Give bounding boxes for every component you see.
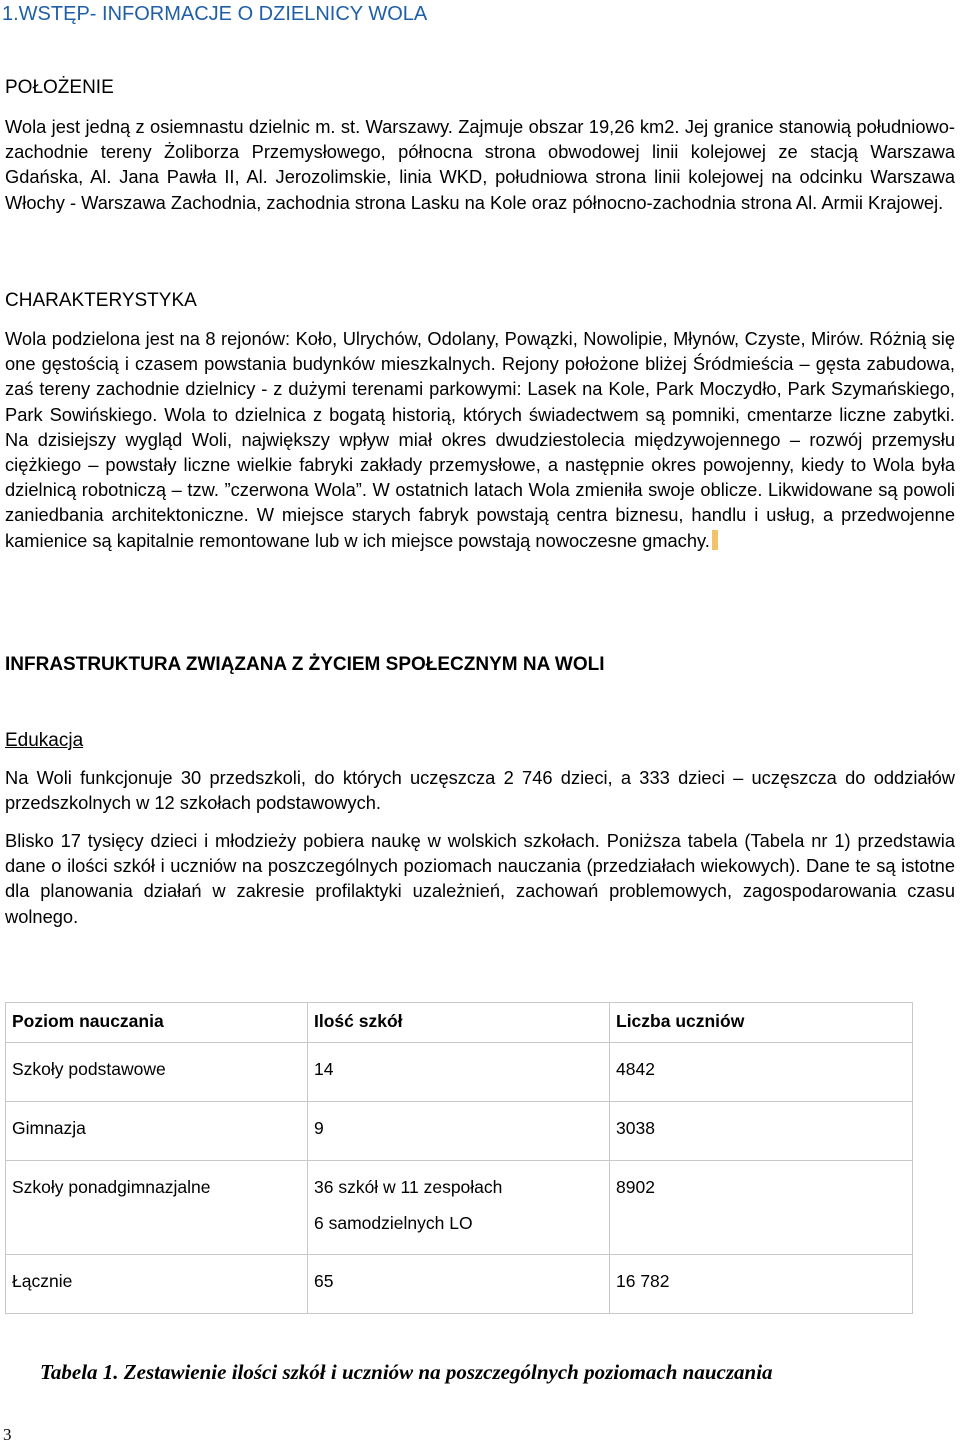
table-cell-schools: 9: [308, 1102, 610, 1161]
paragraph-edukacja-1: Na Woli funkcjonuje 30 przedszkoli, do których uczęszcza 2 746 dzieci, a 333 dzieci – uczęszcza do oddziałów przedszkolnych w 12 szkołach podstawowych.: [5, 767, 955, 814]
section-title-polozenie: POŁOŻENIE: [5, 77, 114, 98]
table-cell-level: Szkoły ponadgimnazjalne: [6, 1161, 308, 1255]
table-cell-level: Łącznie: [6, 1255, 308, 1314]
table-cell-level: Gimnazja: [6, 1102, 308, 1161]
table-cell-schools: 65: [308, 1255, 610, 1314]
table-cell-students: 16 782: [610, 1255, 913, 1314]
table-row: [6, 1161, 913, 1255]
table-header-cell: Liczba uczniów: [610, 1003, 913, 1043]
section-title-charakterystyka: CHARAKTERYSTYKA: [5, 290, 197, 311]
table-cell-schools: [308, 1161, 610, 1255]
table-cell-students: 4842: [610, 1043, 913, 1102]
section-title-infrastruktura: INFRASTRUKTURA ZWIĄZANA Z ŻYCIEM SPOŁECZNYM NA WOLI: [5, 654, 605, 675]
table-cell-students: 3038: [610, 1102, 913, 1161]
table-cell-level: Szkoły podstawowe: [6, 1043, 308, 1102]
table-row: [6, 1043, 913, 1102]
document-heading: 1.WSTĘP- INFORMACJE O DZIELNICY WOLA: [2, 3, 428, 25]
table-cell-students: 8902: [610, 1161, 913, 1255]
paragraph-charakterystyka-text: Wola podzielona jest na 8 rejonów: Koło, Ulrychów, Odolany, Powązki, Nowolipie, Młynów, Czyste, Mirów. Różnią się one gęstością i czasem powstania budynków mieszkalnych. Rejony położone bliżej Śródmieścia – gęsta zabudowa, zaś tereny zachodnie dzielnicy - z dużymi terenami parkowymi: Lasek na Kole, Park Moczydło, Park Szymańskiego, Park Sowińskiego. Wola to dzielnica z bogatą historią, których świadectwem są pomniki, cmentarze liczne zabytki. Na dzisiejszy wygląd Woli, największy wpływ miał okres dwudziestolecia międzywojennego – rozwój przemysłu ciężkiego – powstały liczne wielkie fabryki zakłady przemysłowe, a następnie okres powojenny, kiedy to Wola była dzielnicą robotniczą – tzw. ”czerwona Wola”. W ostatnich latach Wola zmieniła swoje oblicze. Likwidowane są powoli zaniedbania architektoniczne. W miejsce starych fabryk powstają centra biznesu, handlu i usług, a przedwojenne kamienice są kapitalnie remontowane lub w ich miejsce powstają nowoczesne gmachy.: [5, 328, 955, 551]
table-cell-schools-line2: 6 samodzielnych LO: [314, 1213, 473, 1233]
paragraph-polozenie: Wola jest jedną z osiemnastu dzielnic m. st. Warszawy. Zajmuje obszar 19,26 km2. Jej granice stanowią południowo-zachodnie tereny Żoliborza Przemysłowego, północna strona obwodowej linii kolejowej ze stacją Warszawa Gdańska, Al. Jana Pawła II, Al. Jerozolimskie, linia WKD, południowa strona linii kolejowej na odcinku Warszawa Włochy - Warszawa Zachodnia, zachodnia strona Lasku na Kole oraz północno-zachodnia strona Al. Armii Krajowej.: [5, 116, 955, 213]
subsection-title-edukacja: Edukacja: [5, 730, 84, 751]
table-caption: Tabela 1. Zestawienie ilości szkół i uczniów na poszczególnych poziomach nauczania: [40, 1360, 773, 1384]
paragraph-edukacja-2: Blisko 17 tysięcy dzieci i młodzieży pobiera naukę w wolskich szkołach. Poniższa tabela (Tabela nr 1) przedstawia dane o ilości szkół i uczniów na poszczególnych poziomach nauczania (przedziałach wiekowych). Dane te są istotne dla planowania działań w zakresie profilaktyki uzależnień, zachowań problemowych, zagospodarowania czasu wolnego.: [5, 830, 955, 927]
table-row: [6, 1255, 913, 1314]
text-cursor-highlight: [712, 530, 718, 550]
schools-table: [5, 1002, 913, 1314]
table-cell-schools: 14: [308, 1043, 610, 1102]
page-number: 3: [3, 1425, 12, 1444]
table-header-cell: Poziom nauczania: [6, 1003, 308, 1043]
table-header-cell: Ilość szkół: [308, 1003, 610, 1043]
table-row: [6, 1102, 913, 1161]
paragraph-charakterystyka: [5, 326, 955, 553]
table-cell-schools-line1: 36 szkół w 11 zespołach: [314, 1177, 503, 1197]
table-header-row: [6, 1003, 913, 1043]
